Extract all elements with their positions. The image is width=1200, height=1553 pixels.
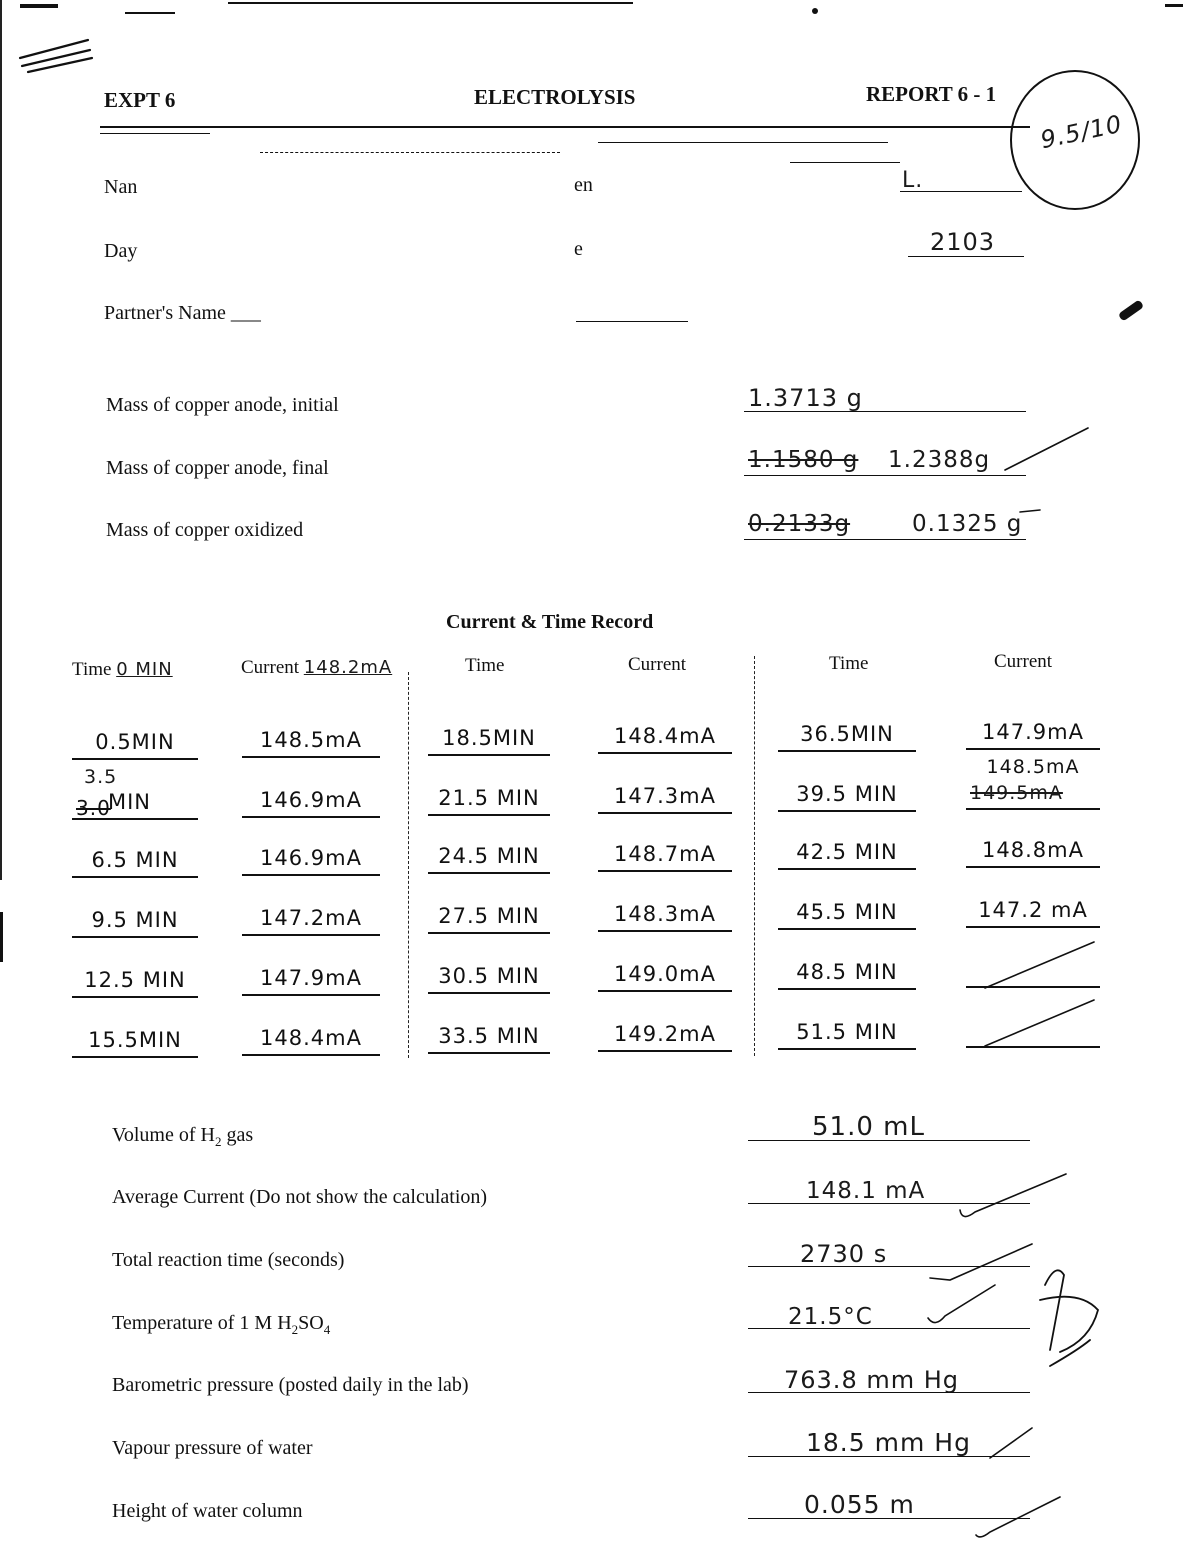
check-mark-vapour (990, 1428, 1032, 1458)
avg-current-value: 148.1 mA (806, 1178, 926, 1204)
check-mark-time (930, 1244, 1032, 1280)
time-label: Total reaction time (seconds) (112, 1249, 345, 1271)
record-cell-c2: 147.3mA (614, 784, 716, 808)
temp-value: 21.5°C (788, 1304, 873, 1330)
partner-label: Partner's Name ___ (104, 302, 261, 324)
baro-label: Barometric pressure (posted daily in the lab) (112, 1374, 469, 1396)
mass-initial-label: Mass of copper anode, initial (106, 394, 339, 416)
record-cell-c3: 148.8mA (982, 838, 1084, 862)
record-cell-c1: 146.9mA (260, 788, 362, 812)
record-cell-c3: 148.5mA (986, 756, 1080, 778)
header-current-1-value: 148.2mA (303, 657, 393, 678)
check-mark-avg (960, 1174, 1066, 1217)
record-cell-t3: 45.5 MIN (796, 900, 898, 924)
mass-oxidized-label: Mass of copper oxidized (106, 519, 304, 541)
record-cell-t3: 39.5 MIN (796, 782, 898, 806)
volume-label-pre: Volume of H (112, 1124, 215, 1146)
record-cell-t3: 51.5 MIN (796, 1020, 898, 1044)
initials-mark (1040, 1270, 1098, 1366)
grade-mark: 9.5/10 (1037, 109, 1125, 155)
record-cell-t2: 18.5MIN (442, 726, 536, 750)
name-label: Nan (104, 176, 138, 198)
record-cell-t1: 9.5 MIN (91, 908, 179, 932)
header-current-3: Current (994, 651, 1053, 672)
record-cell-c2: 148.7mA (614, 842, 716, 866)
header-time-3: Time (829, 653, 869, 674)
record-cell-c1: 147.2mA (260, 906, 362, 930)
correction-row2-time-new: 3.5 (84, 766, 118, 788)
vapour-value: 18.5 mm Hg (806, 1428, 971, 1457)
empty-cell-slash (985, 1000, 1094, 1046)
header-time-2: Time (465, 655, 505, 676)
height-value: 0.055 m (804, 1490, 915, 1519)
record-cell-c1: 146.9mA (260, 846, 362, 870)
mass-final-struck: 1.1580 g (748, 447, 859, 473)
record-cell-t2: 30.5 MIN (438, 964, 540, 988)
name-value: L. (902, 168, 924, 193)
record-cell-t2: 33.5 MIN (438, 1024, 540, 1048)
baro-value: 763.8 mm Hg (784, 1366, 960, 1394)
check-mark-oxidized (1020, 510, 1040, 512)
report-label: REPORT 6 - 1 (866, 82, 997, 106)
day-label: Day (104, 240, 138, 262)
volume-value: 51.0 mL (812, 1112, 925, 1142)
temp-label-pre: Temperature of 1 M H (112, 1312, 292, 1334)
mass-oxidized-struck: 0.2133g (748, 511, 851, 537)
mass-final-value: 1.2388g (888, 447, 991, 473)
height-label: Height of water column (112, 1500, 303, 1522)
expt-label: EXPT 6 (104, 88, 176, 112)
volume-label-sub: 2 (214, 1134, 222, 1149)
mass-oxidized-value: 0.1325 g (912, 511, 1023, 537)
record-cell-c3: 147.2 mA (978, 898, 1088, 922)
record-cell-c1: 147.9mA (260, 966, 362, 990)
name-fragment: en (574, 174, 593, 196)
record-cell-c2: 148.3mA (614, 902, 716, 926)
header-current-1-label: Current (241, 657, 300, 678)
check-mark-mass (1005, 428, 1088, 470)
volume-label-post: gas (221, 1124, 254, 1146)
record-cell-c2: 149.2mA (614, 1022, 716, 1046)
day-value: 2103 (930, 228, 996, 256)
time-value: 2730 s (800, 1240, 888, 1268)
vapour-label: Vapour pressure of water (112, 1437, 313, 1459)
header-time-1-label: Time (72, 659, 112, 680)
correction-row2-time-struck: 3.0 (76, 796, 111, 820)
check-mark-temp (928, 1285, 995, 1323)
record-cell-t3: 42.5 MIN (796, 840, 898, 864)
header-time-1-value: 0 MIN (116, 659, 173, 680)
record-cell-t2: 27.5 MIN (438, 904, 540, 928)
record-cell-t2: 21.5 MIN (438, 786, 540, 810)
check-mark-height (976, 1497, 1060, 1537)
record-cell-t1: MIN (108, 790, 152, 814)
avg-current-label: Average Current (Do not show the calculation) (112, 1186, 488, 1208)
temp-label-sub1: 2 (291, 1322, 299, 1337)
record-cell-c1: 148.4mA (260, 1026, 362, 1050)
header-current-2: Current (628, 654, 687, 675)
mass-initial-value: 1.3713 g (748, 384, 863, 412)
mass-final-label: Mass of copper anode, final (106, 457, 329, 479)
record-cell-t3: 48.5 MIN (796, 960, 898, 984)
record-cell-t1: 0.5MIN (95, 730, 175, 754)
record-title: Current & Time Record (446, 611, 654, 633)
day-fragment: e (574, 238, 583, 260)
empty-cell-slash (985, 942, 1094, 988)
scan-artifact-scribble (20, 40, 92, 72)
correction-row2-current-struck: 149.5mA (970, 782, 1063, 804)
record-cell-c1: 148.5mA (260, 728, 362, 752)
record-cell-t2: 24.5 MIN (438, 844, 540, 868)
record-cell-c2: 149.0mA (614, 962, 716, 986)
record-cell-t1: 12.5 MIN (84, 968, 186, 992)
temp-label-mid: SO (298, 1312, 324, 1334)
record-cell-c2: 148.4mA (614, 724, 716, 748)
record-cell-t3: 36.5MIN (800, 722, 894, 746)
record-cell-c3: 147.9mA (982, 720, 1084, 744)
page-title: ELECTROLYSIS (474, 85, 636, 109)
record-cell-t1: 6.5 MIN (91, 848, 179, 872)
temp-label-sub2: 4 (323, 1322, 331, 1337)
record-cell-t1: 15.5MIN (88, 1028, 182, 1052)
